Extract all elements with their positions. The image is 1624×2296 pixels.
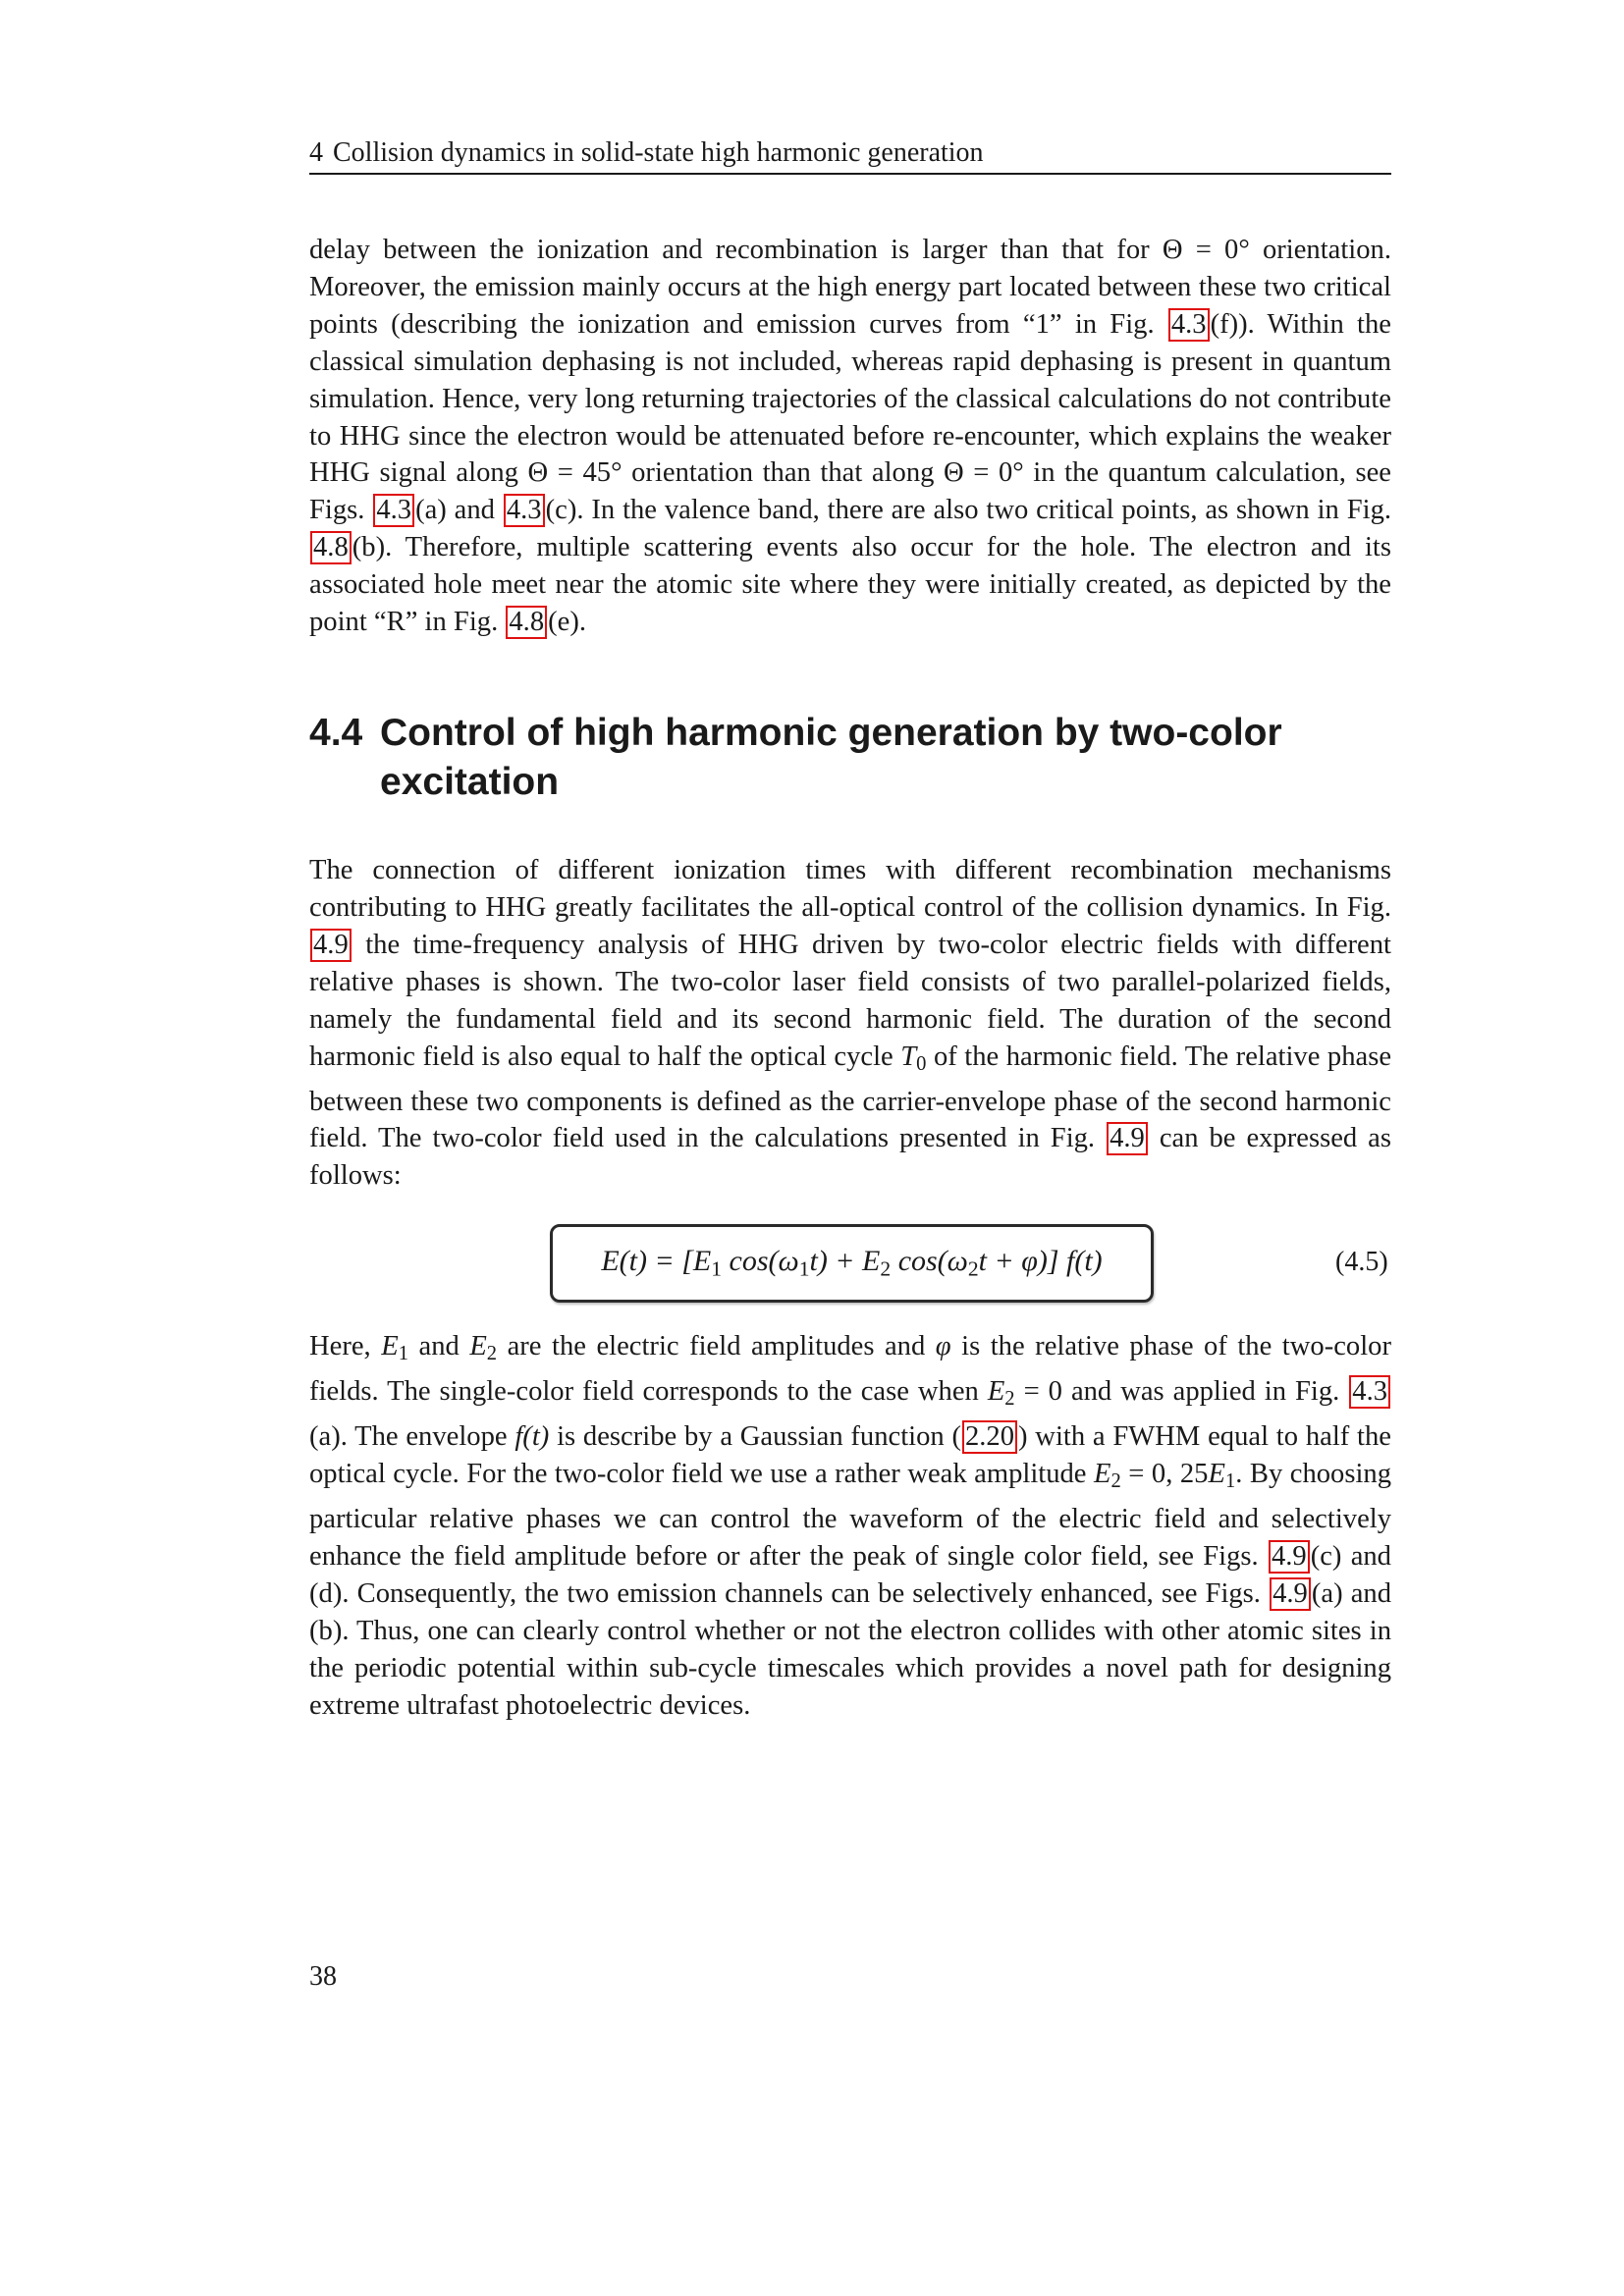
math-symbol: $E_2$	[1094, 1459, 1121, 1493]
page-number: 38	[309, 1961, 337, 1992]
section-heading	[309, 709, 1391, 807]
math-symbol: $T_0$	[900, 1041, 927, 1075]
figure-ref-link[interactable]: 4.9	[310, 929, 352, 962]
paragraph-2: The connection of different ionization times with different recombination mechanisms contributing to HHG greatly facilitates the all-optical control of the collision dynamics. In Fig. 4.9 the time-frequency analysis of HHG driven by two-color electric fields with different relative phases is shown. The two-color laser field consists of two parallel-polarized fields, namely the fundamental field and its second harmonic field. The duration of the second harmonic field is also equal to half the optical cycle $T_0$ of the harmonic field. The relative phase between these two components is defined as the carrier-envelope phase of the second harmonic field. The two-color field used in the calculations presented in Fig. 4.9 can be expressed as follows:	[309, 855, 1392, 1192]
figure-ref-link[interactable]: 4.3	[504, 494, 545, 527]
equation: $E(t) = [E_1$ $\cos(\omega_1t) + E_2$ $\cos(\omega_2t + \varphi)$] f(t)	[601, 1245, 1103, 1281]
math-symbol: $E_2$	[469, 1331, 498, 1365]
figure-ref-link[interactable]: 4.3	[1349, 1375, 1390, 1409]
math-symbol: $E_1$	[1208, 1459, 1236, 1493]
math-symbol: $E_2$	[987, 1376, 1015, 1411]
figure-ref-link[interactable]: 4.9	[1269, 1540, 1310, 1574]
chapter-number: 4	[309, 137, 323, 168]
math-symbol: φ	[935, 1331, 951, 1362]
math-symbol: f(t)	[514, 1421, 550, 1453]
figure-ref-link[interactable]: 4.9	[1107, 1122, 1148, 1155]
figure-ref-link[interactable]: 4.8	[506, 606, 547, 639]
equation-ref-link[interactable]: 2.20	[962, 1420, 1017, 1454]
equation-number: (4.5)	[1335, 1247, 1388, 1277]
math-symbol: $E_1$	[381, 1331, 408, 1365]
figure-ref-link[interactable]: 4.9	[1270, 1577, 1311, 1611]
figure-ref-link[interactable]: 4.3	[1168, 308, 1210, 342]
running-header	[309, 135, 1391, 175]
section-title: Control of high harmonic generation by two-color excitation	[380, 712, 1282, 803]
section-number: 4.4	[309, 712, 363, 754]
figure-ref-link[interactable]: 4.3	[373, 494, 414, 527]
paragraph-3: Here, $E_1$ and $E_2$ are the electric field amplitudes and φ is the relative phase of the two-color fields. The single-color field corresponds to the case when $E_2 = 0$ and was applied in Fig. 4.3(a). The envelope f(t) is describe by a Gaussian function ( 2.20 ) with a FWHM equal to half the optical cycle. For the two-color field we use a rather weak amplitude $E_2 = 0$, $25E_1$. By choosing particular relative phases we can control the waveform of the electric field and selectively enhance the field amplitude before or after the peak of single color field, see Figs. 4.9 (c) and (d). Consequently, the two emission channels can be selectively enhanced, see Figs. 4.9 (a) and (b). Thus, one can clearly control whether or not the electron collides with other atomic sites in the periodic potential within sub-cycle timescales which provides a novel path for designing extreme ultrafast photoelectric devices.	[309, 1331, 1392, 1721]
chapter-title: Collision dynamics in solid-state high harmonic generation	[333, 137, 984, 168]
equation-box	[550, 1224, 1154, 1303]
paragraph-1: delay between the ionization and recombination is larger than that for Θ = 0° orientation. Moreover, the emission mainly occurs at the high energy part located between these two critical points (describing the ionization and emission curves from “1” in Fig. 4.3 (f)). Within the classical simulation dephasing is not included, whereas rapid dephasing is present in quantum simulation. Hence, very long returning trajectories of the classical calculations do not contribute to HHG since the electron would be attenuated before re-encounter, which explains the weaker HHG signal along Θ = 45° orientation than that along Θ = 0° in the quantum calculation, see Figs. 4.3 (a) and 4.3 (c). In the valence band, there are also two critical points, as shown in Fig. 4.8 (b). Therefore, multiple scattering events also occur for the hole. The electron and its associated hole meet near the atomic site where they were initially created, as depicted by the point “R” in Fig. 4.8 (e).	[309, 235, 1392, 638]
figure-ref-link[interactable]: 4.8	[310, 531, 352, 564]
